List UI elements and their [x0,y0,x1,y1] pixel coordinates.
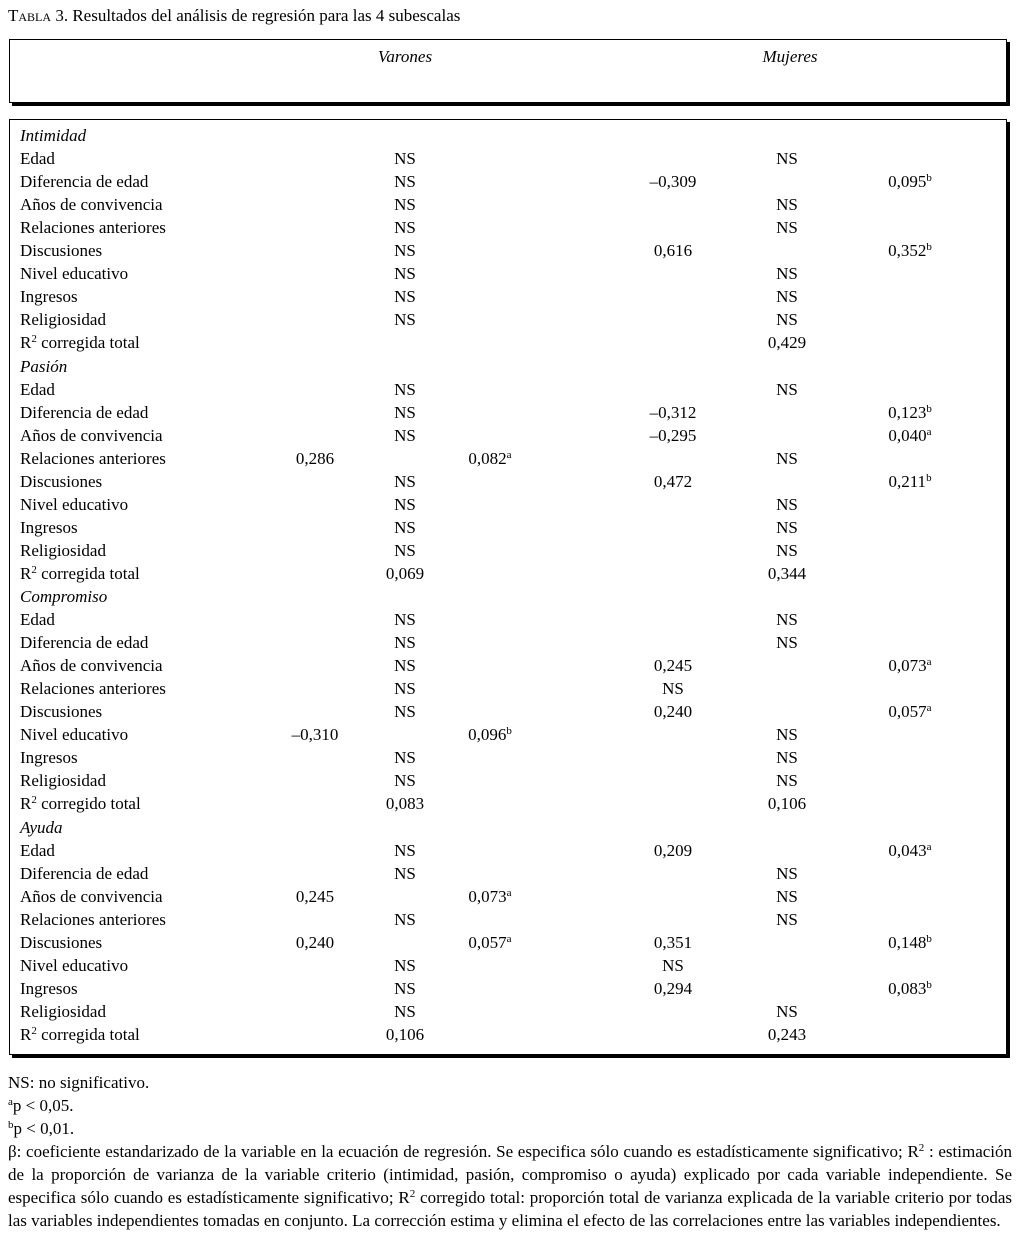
mujeres-value-cell: 0,344 [767,563,807,583]
row-label: Relaciones anteriores [20,218,166,238]
row-label: Ingresos [20,287,78,307]
row-label: Edad [20,379,55,399]
row-label: Edad [20,610,55,630]
note-b: $^b$p < 0,01. [8,1119,75,1138]
table-row [0,424,1024,447]
varones-r2-cell: 0,073$^a$ [468,886,512,906]
varones-value-cell: NS [394,494,416,514]
mujeres-value-cell: NS [776,195,798,215]
table-row [0,723,1024,746]
varones-value-cell: NS [394,149,416,169]
mujeres-value-cell: 0,243 [767,1024,807,1044]
row-label: Religiosidad [20,310,106,330]
row-label: Compromiso [20,587,108,606]
note-a: $^a$p < 0,05. [8,1096,74,1115]
mujeres-value-cell: NS [776,886,798,906]
table-row [0,193,1024,216]
varones-value-cell: NS [394,978,416,998]
table-row [0,285,1024,308]
row-label: Diferencia de edad [20,172,149,192]
mujeres-value-cell: NS [776,448,798,468]
section-heading [0,355,1024,378]
table-row [0,447,1024,470]
row-label: Religiosidad [20,771,106,791]
table-row [0,378,1024,401]
varones-value-cell: NS [394,172,416,192]
varones-value-cell: NS [394,241,416,261]
varones-value-cell: NS [394,610,416,630]
row-label: Años de convivencia [20,195,163,215]
row-label: $R^2$ corregido total [20,794,141,814]
table-row [0,746,1024,769]
varones-value-cell: 0,069 [385,563,425,583]
table-row [0,839,1024,862]
row-label: Años de convivencia [20,656,163,676]
caption-prefix: Tabla [8,6,52,25]
table-row [0,885,1024,908]
varones-value-cell: NS [394,909,416,929]
row-label: Religiosidad [20,540,106,560]
table-row [0,769,1024,792]
mujeres-r2-cell: 0,211$^b$ [888,471,932,491]
row-label: Discusiones [20,241,103,261]
mujeres-beta-cell: –0,309 [649,172,697,192]
varones-value-cell: NS [394,633,416,653]
mujeres-value-cell: NS [776,494,798,514]
mujeres-value-cell: NS [776,540,798,560]
table-row [0,654,1024,677]
table-row [0,493,1024,516]
row-label: $R^2$ corregida total [20,1024,140,1044]
mujeres-r2-cell: 0,043$^a$ [888,840,932,860]
section-heading [0,124,1024,147]
mujeres-value-cell: NS [776,909,798,929]
mujeres-value-cell: NS [776,863,798,883]
varones-value-cell: NS [394,863,416,883]
table-row [0,977,1024,1000]
varones-beta-cell: 0,240 [295,932,335,952]
table-row [0,1000,1024,1023]
varones-value-cell: NS [394,540,416,560]
row-label: Relaciones anteriores [20,448,166,468]
varones-value-cell: NS [394,264,416,284]
varones-value-cell: NS [394,379,416,399]
row-label: Edad [20,149,55,169]
mujeres-beta-cell: 0,294 [653,978,693,998]
table-row [0,470,1024,493]
mujeres-value-cell: 0,106 [767,794,807,814]
mujeres-value-cell: NS [776,771,798,791]
mujeres-value-cell: NS [776,1001,798,1021]
table-row [0,931,1024,954]
table-row [0,700,1024,723]
varones-value-cell: NS [394,1001,416,1021]
varones-value-cell: NS [394,471,416,491]
column-header-varones: Varones [377,47,433,66]
varones-value-cell: NS [394,748,416,768]
mujeres-r2-cell: 0,083$^b$ [888,978,932,998]
table-row [0,516,1024,539]
mujeres-beta-cell: –0,312 [649,402,697,422]
mujeres-value-cell: NS [776,310,798,330]
mujeres-r2-cell: 0,057$^a$ [888,702,932,722]
varones-value-cell: 0,106 [385,1024,425,1044]
mujeres-value-cell: NS [776,610,798,630]
mujeres-r2-cell: 0,123$^b$ [888,402,932,422]
mujeres-beta-cell: –0,295 [649,425,697,445]
mujeres-r2-cell: 0,073$^a$ [888,656,932,676]
mujeres-r2-cell: 0,352$^b$ [888,241,932,261]
table-row [0,308,1024,331]
table-row [0,216,1024,239]
row-label: $R^2$ corregida total [20,333,140,353]
r2-total-row [0,1023,1024,1046]
note-beta-r2: β: coeficiente estandarizado de la variable en la ecuación de regresión. Se especifica sólo cuando es estadísticamente significativo; $R^2$ : estimación de la proporción de varianza de la variable criterio (intimidad, pasión, compromiso o ayuda) explicado por cada variable independiente. Se especifica sólo cuando es estadísticamente significativo; $R^2$ corregido total: proporción total de varianza explicada de la variable criterio por todas las variables independientes tomadas en conjunto. La corrección estima y elimina el efecto de las correlaciones entre las variables independientes. [8,1142,1013,1230]
table-row [0,539,1024,562]
table-caption [8,4,460,28]
mujeres-value-cell: NS [776,264,798,284]
row-label: Diferencia de edad [20,863,149,883]
row-label: Discusiones [20,702,103,722]
table-row [0,677,1024,700]
mujeres-value-cell: NS [776,725,798,745]
mujeres-value-cell: 0,429 [767,333,807,353]
row-label: Discusiones [20,932,103,952]
note-ns: NS: no significativo. [8,1073,150,1092]
row-label: Ingresos [20,978,78,998]
row-label: $R^2$ corregida total [20,563,140,583]
row-label: Ingresos [20,517,78,537]
mujeres-r2-cell: 0,040$^a$ [888,425,932,445]
table-row [0,170,1024,193]
section-heading [0,585,1024,608]
column-header-mujeres: Mujeres [762,47,818,66]
row-label: Discusiones [20,471,103,491]
mujeres-beta-cell: NS [662,955,684,975]
row-label: Años de convivencia [20,425,163,445]
mujeres-r2-cell: 0,148$^b$ [888,932,932,952]
table-row [0,631,1024,654]
mujeres-value-cell: NS [776,379,798,399]
varones-value-cell: NS [394,517,416,537]
row-label: Ayuda [20,817,63,837]
row-label: Edad [20,840,55,860]
row-label: Pasión [20,356,68,376]
varones-value-cell: NS [394,771,416,791]
varones-value-cell: NS [394,310,416,330]
table-row [0,239,1024,262]
varones-value-cell: NS [394,679,416,699]
row-label: Relaciones anteriores [20,679,166,699]
varones-value-cell: 0,083 [385,794,425,814]
varones-value-cell: NS [394,840,416,860]
r2-total-row [0,562,1024,585]
varones-value-cell: NS [394,425,416,445]
row-label: Nivel educativo [20,264,129,284]
row-label: Ingresos [20,748,78,768]
mujeres-beta-cell: 0,240 [653,702,693,722]
mujeres-beta-cell: NS [662,679,684,699]
r2-total-row [0,331,1024,354]
row-label: Relaciones anteriores [20,909,166,929]
row-label: Años de convivencia [20,886,163,906]
row-label: Religiosidad [20,1001,106,1021]
r2-total-row [0,792,1024,815]
row-label: Nivel educativo [20,955,129,975]
varones-value-cell: NS [394,656,416,676]
table-row [0,954,1024,977]
caption-text: 3. Resultados del análisis de regresión para las 4 subescalas [51,6,461,25]
table-row [0,908,1024,931]
mujeres-value-cell: NS [776,748,798,768]
varones-beta-cell: –0,310 [291,725,339,745]
varones-value-cell: NS [394,195,416,215]
table-row [0,147,1024,170]
varones-value-cell: NS [394,287,416,307]
table-row [0,608,1024,631]
row-label: Diferencia de edad [20,633,149,653]
mujeres-beta-cell: 0,616 [653,241,693,261]
note-beta: β: coeficiente estandarizado de la variable en la ecuación de regresión. Se especifica sólo cuando es estadísticamente significativo; [8,1142,903,1161]
mujeres-beta-cell: 0,209 [653,840,693,860]
mujeres-value-cell: NS [776,149,798,169]
varones-value-cell: NS [394,402,416,422]
mujeres-value-cell: NS [776,517,798,537]
mujeres-value-cell: NS [776,218,798,238]
row-label: Nivel educativo [20,494,129,514]
table-row [0,262,1024,285]
varones-r2-cell: 0,057$^a$ [468,932,512,952]
mujeres-value-cell: NS [776,633,798,653]
mujeres-beta-cell: 0,245 [653,656,693,676]
mujeres-beta-cell: 0,472 [653,471,693,491]
table-row [0,862,1024,885]
row-label: Intimidad [20,126,87,145]
mujeres-value-cell: NS [776,287,798,307]
varones-r2-cell: 0,082$^a$ [468,448,512,468]
varones-value-cell: NS [394,218,416,238]
row-label: Diferencia de edad [20,402,149,422]
table-row [0,401,1024,424]
mujeres-beta-cell: 0,351 [653,932,693,952]
varones-r2-cell: 0,096$^b$ [468,725,512,745]
varones-value-cell: NS [394,955,416,975]
row-label: Nivel educativo [20,725,129,745]
varones-beta-cell: 0,245 [295,886,335,906]
mujeres-r2-cell: 0,095$^b$ [888,172,932,192]
table-notes [8,1071,1012,1232]
varones-beta-cell: 0,286 [295,448,335,468]
section-heading [0,816,1024,839]
varones-value-cell: NS [394,702,416,722]
